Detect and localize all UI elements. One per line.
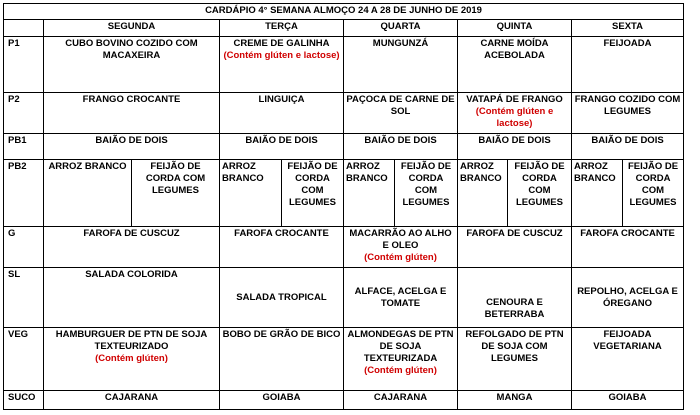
row-veg	[4, 327, 684, 391]
cell-pb1-sexta: BAIÃO DE DOIS	[572, 134, 684, 160]
row-label-sl: SL	[4, 268, 44, 327]
row-pb2	[4, 159, 684, 227]
row-suco	[4, 391, 684, 410]
cell-pb1-terca: BAIÃO DE DOIS	[220, 134, 344, 160]
corner-cell	[4, 20, 44, 36]
allergen-note: (Contém glúten e lactose)	[475, 106, 554, 130]
cell-pb2-quinta-arroz: ARROZ BRANCO	[458, 159, 508, 227]
cell-veg-quinta: REFOLGADO DE PTN DE SOJA COM LEGUMES	[458, 327, 572, 391]
cell-p1-terca	[220, 36, 344, 92]
day-header-terca: TERÇA	[220, 20, 344, 36]
cell-pb2-quarta-feijao: FEIJÃO DE CORDA COM LEGUMES	[395, 159, 458, 227]
row-label-suco: SUCO	[4, 391, 44, 410]
cell-pb2-terca-feijao: FEIJÃO DE CORDA COM LEGUMES	[282, 159, 344, 227]
row-sl	[4, 268, 684, 327]
cell-sl-quinta: CENOURA E BETERRABA	[458, 268, 572, 327]
row-label-g: G	[4, 227, 44, 268]
row-label-veg: VEG	[4, 327, 44, 391]
dish-name: MACARRÃO AO ALHO E OLEO	[349, 228, 452, 252]
cell-pb1-quinta: BAIÃO DE DOIS	[458, 134, 572, 160]
day-header-segunda: SEGUNDA	[44, 20, 220, 36]
cell-p2-sexta: FRANGO COZIDO COM LEGUMES	[572, 93, 684, 134]
cell-suco-sexta: GOIABA	[572, 391, 684, 410]
cell-suco-segunda: CAJARANA	[44, 391, 220, 410]
cell-sl-sexta: REPOLHO, ACELGA E ÓREGANO	[572, 268, 684, 327]
cell-p1-sexta: FEIJOADA	[572, 36, 684, 92]
cell-g-sexta: FAROFA CROCANTE	[572, 227, 684, 268]
row-g	[4, 227, 684, 268]
day-header-sexta: SEXTA	[572, 20, 684, 36]
row-label-p1: P1	[4, 36, 44, 92]
dish-name: HAMBURGUER DE PTN DE SOJA TEXTEURIZADO	[55, 328, 208, 352]
day-header-quarta: QUARTA	[344, 20, 458, 36]
cell-g-quarta	[344, 227, 458, 268]
cell-pb1-segunda: BAIÃO DE DOIS	[44, 134, 220, 160]
cell-p2-terca: LINGUIÇA	[220, 93, 344, 134]
dish-name: ALMONDEGAS DE PTN DE SOJA TEXTEURIZADA	[347, 328, 454, 364]
allergen-note: (Contém glúten)	[95, 352, 168, 364]
cell-g-quinta: FAROFA DE CUSCUZ	[458, 227, 572, 268]
dish-name: CREME DE GALINHA	[233, 37, 330, 49]
allergen-note: (Contém glúten)	[364, 364, 437, 376]
cell-sl-quarta: ALFACE, ACELGA E TOMATE	[344, 268, 458, 327]
cell-g-segunda: FAROFA DE CUSCUZ	[44, 227, 220, 268]
dish-name: VATAPÁ DE FRANGO	[466, 94, 563, 106]
cell-pb2-sexta-arroz: ARROZ BRANCO	[572, 159, 623, 227]
row-p1	[4, 36, 684, 92]
row-pb1	[4, 134, 684, 160]
row-label-p2: P2	[4, 93, 44, 134]
cell-p1-quarta: MUNGUNZÁ	[344, 36, 458, 92]
cell-veg-segunda	[44, 327, 220, 391]
cell-p2-quinta	[458, 93, 572, 134]
row-label-pb1: PB1	[4, 134, 44, 160]
allergen-note: (Contém glúten)	[364, 252, 437, 264]
cell-veg-sexta: FEIJOADA VEGETARIANA	[572, 327, 684, 391]
cell-pb2-quarta-arroz: ARROZ BRANCO	[344, 159, 395, 227]
cell-veg-terca: BOBO DE GRÃO DE BICO	[220, 327, 344, 391]
cell-suco-quinta: MANGA	[458, 391, 572, 410]
cell-p1-segunda: CUBO BOVINO COZIDO COM MACAXEIRA	[44, 36, 220, 92]
cell-pb2-quinta-feijao: FEIJÃO DE CORDA COM LEGUMES	[508, 159, 572, 227]
weekly-menu-table	[3, 3, 684, 410]
cell-veg-quarta	[344, 327, 458, 391]
row-p2	[4, 93, 684, 134]
cell-p2-quarta: PAÇOCA DE CARNE DE SOL	[344, 93, 458, 134]
day-header-quinta: QUINTA	[458, 20, 572, 36]
cell-pb2-sexta-feijao: FEIJÃO DE CORDA COM LEGUMES	[623, 159, 684, 227]
cell-pb2-segunda-arroz: ARROZ BRANCO	[44, 159, 132, 227]
cell-pb2-segunda-feijao: FEIJÃO DE CORDA COM LEGUMES	[132, 159, 220, 227]
cell-suco-quarta: CAJARANA	[344, 391, 458, 410]
cell-p1-quinta: CARNE MOÍDA ACEBOLADA	[458, 36, 572, 92]
cell-g-terca: FAROFA CROCANTE	[220, 227, 344, 268]
cell-suco-terca: GOIABA	[220, 391, 344, 410]
cell-sl-segunda: SALADA COLORIDA	[44, 268, 220, 327]
title-row	[4, 4, 684, 20]
cell-pb1-quarta: BAIÃO DE DOIS	[344, 134, 458, 160]
row-label-pb2: PB2	[4, 159, 44, 227]
cell-pb2-terca-arroz: ARROZ BRANCO	[220, 159, 282, 227]
menu-title: CARDÁPIO 4° SEMANA ALMOÇO 24 A 28 DE JUNHO DE 2019	[4, 4, 684, 20]
cell-sl-terca: SALADA TROPICAL	[220, 268, 344, 327]
days-header-row	[4, 20, 684, 36]
allergen-note: (Contém glúten e lactose)	[223, 49, 340, 61]
cell-p2-segunda: FRANGO CROCANTE	[44, 93, 220, 134]
